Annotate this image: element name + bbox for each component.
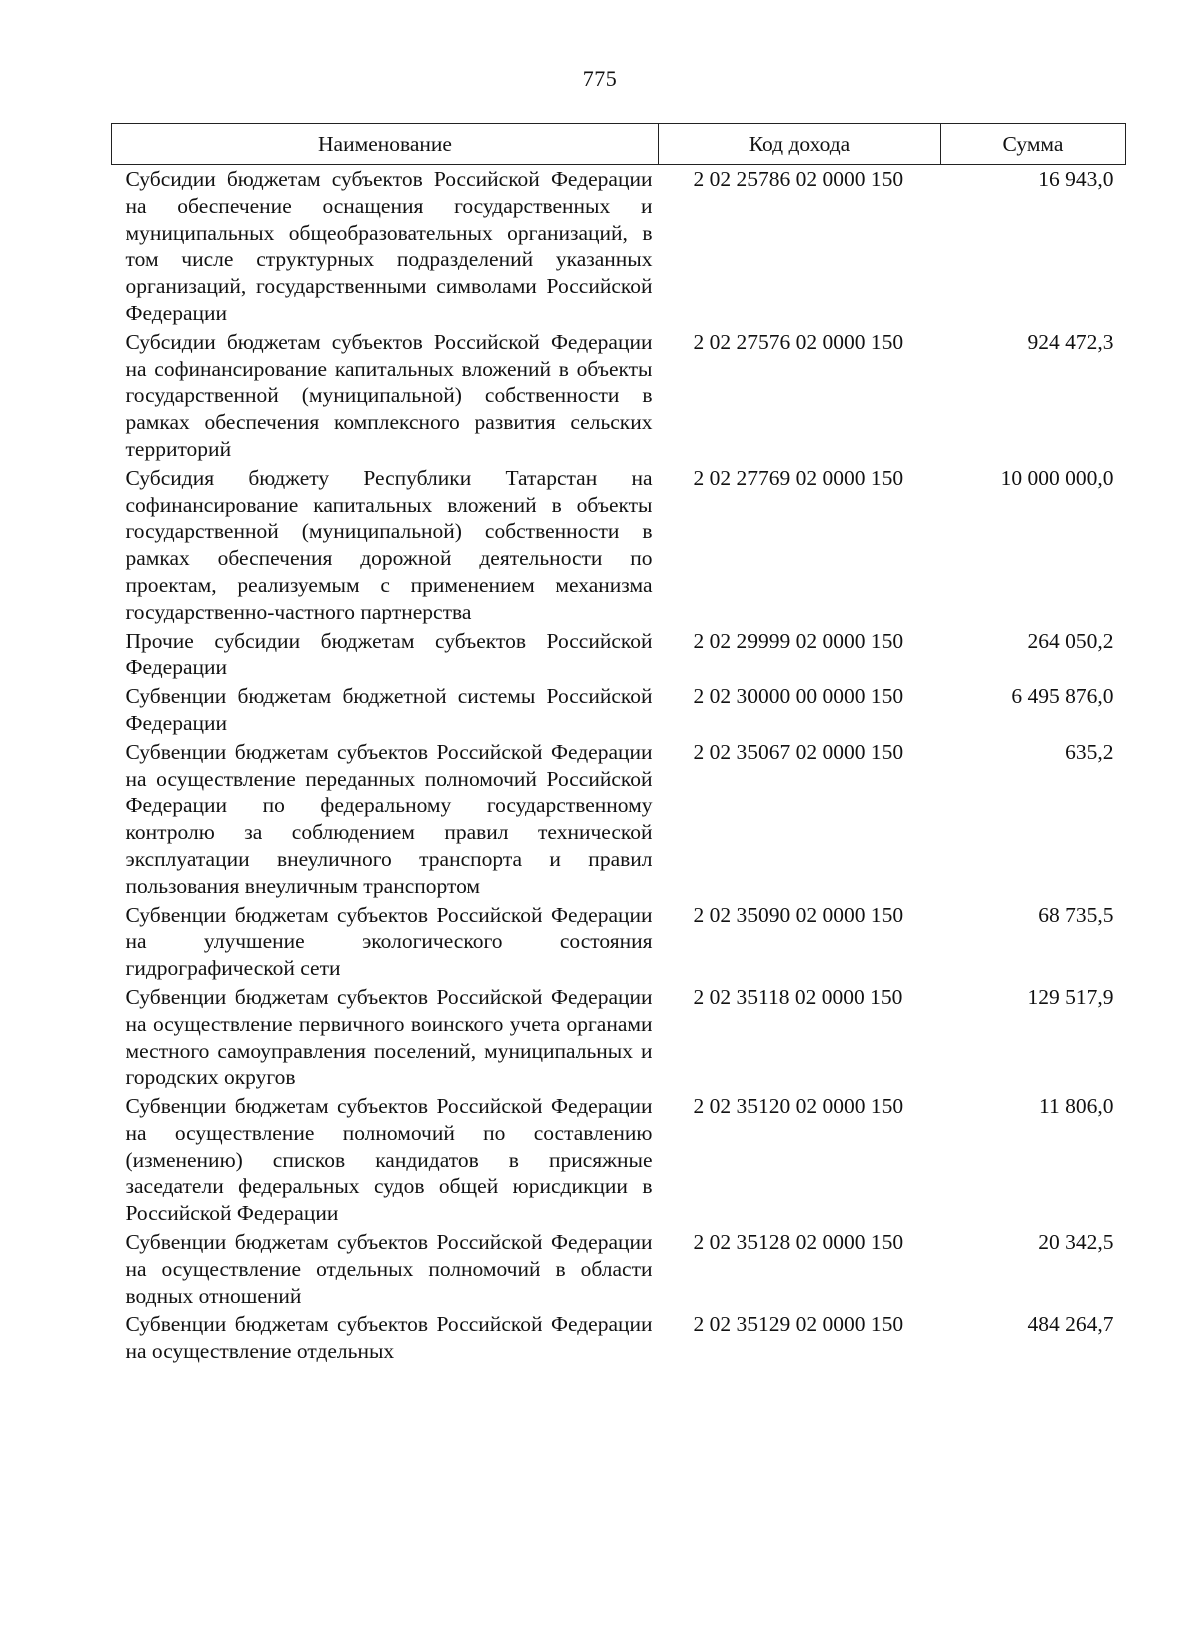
table-row xyxy=(112,627,1126,683)
table-header-row xyxy=(112,124,1126,165)
budget-income-table xyxy=(111,123,1126,1366)
row-code: 2 02 35067 02 0000 150 xyxy=(693,739,904,764)
row-name: Субвенции бюджетам субъектов Российской Федерации на осуществление первичного воинского учета органами местного самоуправления поселений, муниципальных и городских округов xyxy=(125,984,653,1090)
table-row xyxy=(112,738,1126,901)
header-name: Наименование xyxy=(112,124,659,165)
row-code: 2 02 35090 02 0000 150 xyxy=(693,902,904,927)
row-code: 2 02 35128 02 0000 150 xyxy=(693,1230,904,1255)
row-code: 2 02 27769 02 0000 150 xyxy=(693,465,904,490)
row-name: Прочие субсидии бюджетам субъектов Российской Федерации xyxy=(125,628,653,680)
table-row xyxy=(112,1310,1126,1366)
table-row xyxy=(112,165,1126,328)
table-row xyxy=(112,901,1126,983)
row-name: Субвенции бюджетам субъектов Российской Федерации на осуществление полномочий по составлению (изменению) списков кандидатов в присяжные заседатели федеральных судов общей юрисдикции в Российской Федерации xyxy=(125,1094,653,1226)
row-name: Субсидии бюджетам субъектов Российской Федерации на обеспечение оснащения государственных и муниципальных общеобразовательных организаций, в том числе структурных подразделений указанных организаций, государственными символами Российской Федерации xyxy=(125,167,653,325)
table-row xyxy=(112,983,1126,1092)
row-code: 2 02 35129 02 0000 150 xyxy=(693,1312,904,1337)
row-code: 2 02 29999 02 0000 150 xyxy=(693,628,904,653)
row-sum: 16 943,0 xyxy=(1038,167,1114,191)
row-code: 2 02 30000 00 0000 150 xyxy=(693,684,904,709)
table-row xyxy=(112,682,1126,738)
row-sum: 20 342,5 xyxy=(1038,1230,1114,1255)
row-name: Субсидии бюджетам субъектов Российской Федерации на софинансирование капитальных вложений в объекты государственной (муниципальной) собственности в рамках обеспечения комплексного развития сельских территорий xyxy=(125,329,653,461)
row-name: Субвенции бюджетам субъектов Российской Федерации на осуществление отдельных полномочий в области водных отношений xyxy=(125,1230,653,1308)
row-code: 2 02 25786 02 0000 150 xyxy=(693,167,904,191)
table-row xyxy=(112,1228,1126,1310)
row-code: 2 02 27576 02 0000 150 xyxy=(693,329,904,354)
table-row xyxy=(112,464,1126,627)
row-code: 2 02 35118 02 0000 150 xyxy=(693,984,903,1009)
row-sum: 924 472,3 xyxy=(1027,329,1114,354)
row-code: 2 02 35120 02 0000 150 xyxy=(693,1094,904,1119)
row-name: Субвенции бюджетам субъектов Российской Федерации на осуществление отдельных xyxy=(125,1312,653,1364)
row-sum: 129 517,9 xyxy=(1027,984,1114,1009)
row-sum: 10 000 000,0 xyxy=(1000,465,1114,490)
table-row xyxy=(112,1092,1126,1228)
page-number: 775 xyxy=(582,66,618,91)
header-code: Код дохода xyxy=(659,124,941,165)
row-sum: 484 264,7 xyxy=(1027,1312,1114,1337)
table-row xyxy=(112,328,1126,464)
row-name: Субвенции бюджетам субъектов Российской Федерации на осуществление переданных полномочий Российской Федерации по федеральному государственному контролю за соблюдением правил технической эксплуатации внеуличного транспорта и правил пользования внеуличным транспортом xyxy=(125,739,653,898)
row-sum: 264 050,2 xyxy=(1027,628,1114,653)
row-sum: 68 735,5 xyxy=(1038,902,1114,927)
row-name: Субвенции бюджетам бюджетной системы Российской Федерации xyxy=(125,684,653,735)
header-sum: Сумма xyxy=(941,124,1126,165)
row-sum: 6 495 876,0 xyxy=(1011,684,1114,709)
row-name: Субсидия бюджету Республики Татарстан на софинансирование капитальных вложений в объекты государственной (муниципальной) собственности в рамках обеспечения дорожной деятельности по проектам, реализуемым с применением механизма государственно-частного партнерства xyxy=(125,465,653,624)
row-sum: 11 806,0 xyxy=(1039,1094,1114,1119)
row-name: Субвенции бюджетам субъектов Российской Федерации на улучшение экологического состояния гидрографической сети xyxy=(125,902,653,981)
row-sum: 635,2 xyxy=(1065,739,1114,764)
